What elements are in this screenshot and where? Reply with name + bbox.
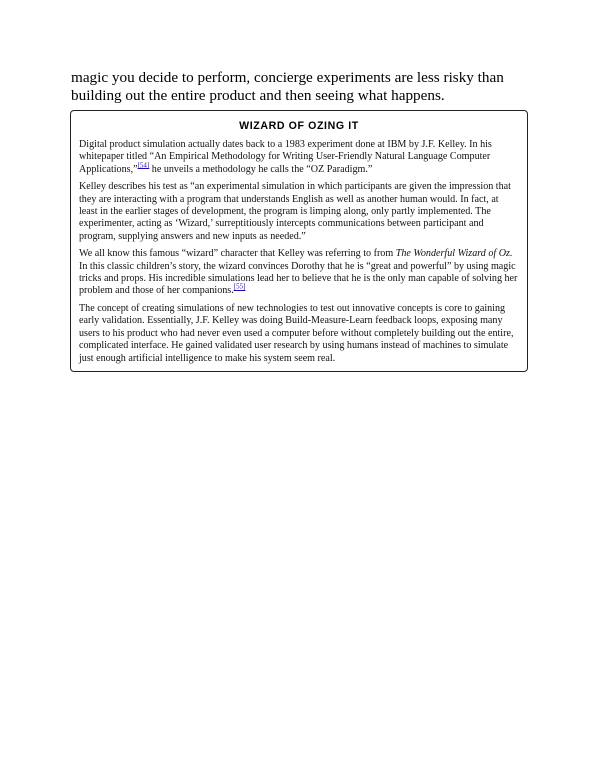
- sidebar-paragraph-1: [79, 139, 519, 176]
- paragraph-3-text-cont: In this classic children’s story, the wizard convinces Dorothy that he is “great and powerful” by using magic tricks and props. His incredible simulations lead her to believe that he is the only man capable of solving her problem and those of her companions.: [79, 260, 518, 297]
- sidebar-paragraph-2: Kelley describes his test as “an experimental simulation in which participants are given the impression that they are interacting with a program that understands English as well as another human would. In fact, at least in the earlier stages of development, the program is limping along, only partly implemented. The experimenter, acting as ‘Wizard,’ surreptitiously intercepts communications between participant and program, supplying answers and new inputs as needed.”: [79, 181, 511, 242]
- sidebar-paragraph-3: [79, 248, 519, 298]
- footnote-link-55[interactable]: [55]: [233, 283, 246, 292]
- lead-paragraph: magic you decide to perform, concierge experiments are less risky than building out the entire product and then seeing what happens.: [71, 69, 504, 104]
- sidebar-title: WIZARD OF OZING IT: [239, 120, 359, 132]
- book-title: The Wonderful Wizard of Oz.: [395, 248, 513, 260]
- sidebar-paragraph-4: The concept of creating simulations of new technologies to test out innovative concepts is core to gaining early validation. Essentially, J.F. Kelley was doing Build-Measure-Learn feedback loops, exposing many users to his product who had never even used a computer before without completely building out the entire, complicated interface. He gained validated user research by using humans instead of machines to simulate just enough artificial intelligence to make his system seem real.: [79, 302, 514, 364]
- paragraph-1-text-cont: he unveils a methodology he calls the “OZ Paradigm.”: [149, 163, 373, 175]
- footnote-ref-54[interactable]: [138, 161, 150, 169]
- footnote-link-54[interactable]: [54]: [137, 161, 150, 170]
- paragraph-1-text: Digital product simulation actually dates back to a 1983 experiment done at IBM by J.F. Kelley. In his whitepaper titled “An Empirical Methodology for Writing User-Friendly Natural Language Computer Applications,”: [79, 139, 492, 175]
- sidebar-box: [70, 110, 528, 372]
- footnote-ref-55[interactable]: [234, 283, 246, 291]
- paragraph-3-text: We all know this famous “wizard” character that Kelley was referring to from: [79, 248, 396, 260]
